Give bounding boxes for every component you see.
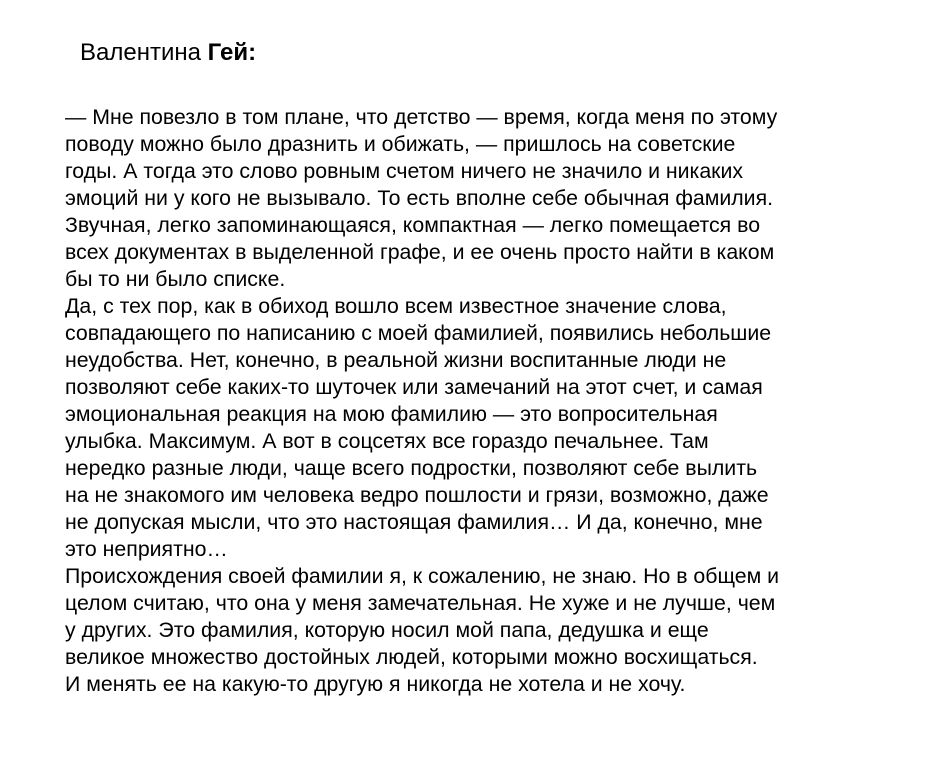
text-line: Происхождения своей фамилии я, к сожалению, не знаю. Но в общем и <box>65 564 780 588</box>
text-line: всех документах в выделенной графе, и ее очень просто найти в каком <box>65 240 775 264</box>
text-line: целом считаю, что она у меня замечательная. Не хуже и не лучше, чем <box>65 591 776 615</box>
text-line: совпадающего по написанию с моей фамилией, появились небольшие <box>65 321 772 345</box>
text-line: нередко разные люди, чаще всего подростки, позволяют себе вылить <box>65 456 758 480</box>
text-line: у других. Это фамилия, которую носил мой папа, дедушка и еще <box>65 618 709 642</box>
text-line: Звучная, легко запоминающаяся, компактная — легко помещается во <box>65 213 761 237</box>
heading-surname: Гей: <box>207 39 257 66</box>
text-line: И менять ее на какую-то другую я никогда не хотела и не хочу. <box>65 672 686 696</box>
heading-first-name: Валентина <box>80 39 201 66</box>
text-line: улыбка. Максимум. А вот в соцсетях все гораздо печальнее. Там <box>65 429 709 453</box>
text-line: неудобства. Нет, конечно, в реальной жизни воспитанные люди не <box>65 348 727 372</box>
paragraph <box>65 563 895 698</box>
text-line: это неприятно… <box>65 537 228 561</box>
text-line: бы то ни было списке. <box>65 267 286 291</box>
text-line: не допуская мысли, что это настоящая фамилия… И да, конечно, мне <box>65 510 763 534</box>
text-line: годы. А тогда это слово ровным счетом ничего не значило и никаких <box>65 159 744 183</box>
interview-heading <box>80 38 256 68</box>
text-line: — Мне повезло в том плане, что детство — время, когда меня по этому <box>65 105 778 129</box>
text-line: позволяют себе каких-то шуточек или замечаний на этот счет, и самая <box>65 375 763 399</box>
paragraph <box>65 104 895 293</box>
text-line: эмоциональная реакция на мою фамилию — это вопросительная <box>65 402 718 426</box>
text-line: эмоций ни у кого не вызывало. То есть вполне себе обычная фамилия. <box>65 186 774 210</box>
text-line: великое множество достойных людей, которыми можно восхищаться. <box>65 645 758 669</box>
text-line: на не знакомого им человека ведро пошлости и грязи, возможно, даже <box>65 483 769 507</box>
text-line: Да, с тех пор, как в обиход вошло всем известное значение слова, <box>65 294 727 318</box>
paragraph <box>65 293 895 563</box>
interview-text <box>65 104 895 698</box>
text-line: поводу можно было дразнить и обижать, — пришлось на советские <box>65 132 736 156</box>
